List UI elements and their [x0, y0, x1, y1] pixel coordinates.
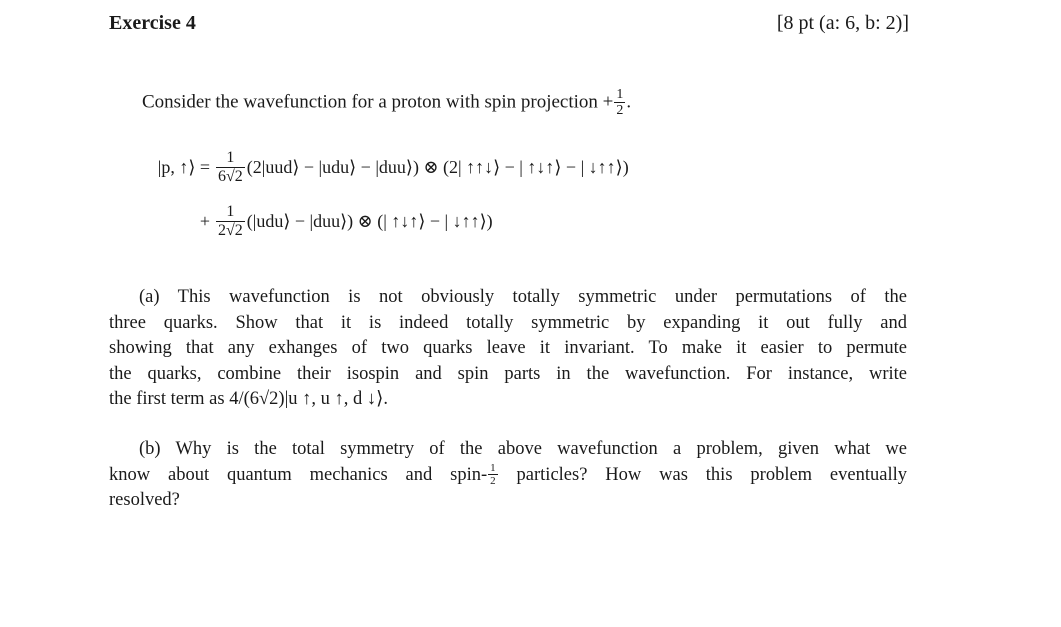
- part-a-line: showing that any exhanges of two quarks leave it invariant. To make it easier to permute: [109, 338, 907, 358]
- part-b-line: [109, 463, 907, 489]
- equation-line-1: [130, 150, 629, 186]
- part-b-line2-pre: know about quantum mechanics and spin-: [109, 464, 488, 485]
- part-b-line: resolved?: [109, 490, 180, 510]
- equation-term2-numerator: 1: [226, 203, 235, 220]
- exercise-title: Exercise 4: [109, 12, 196, 34]
- equation-term2-denominator: 2√2: [218, 221, 243, 239]
- part-a-line: (a) This wavefunction is not obviously totally symmetric under permutations of the: [139, 287, 907, 307]
- part-b-fraction-numerator: 1: [490, 462, 496, 475]
- part-b-paragraph: [109, 437, 907, 514]
- part-a-line: three quarks. Show that it is indeed totally symmetric by expanding it out fully and: [109, 312, 907, 333]
- equation-term1-numerator: 1: [226, 149, 235, 166]
- equation-term2-body: (|udu⟩ − |duu⟩) ⊗ (| ↑↓↑⟩ − | ↓↑↑⟩): [246, 211, 493, 232]
- equation-term1-fraction: [216, 150, 245, 186]
- part-b-fraction-denominator: 2: [490, 475, 496, 488]
- part-a-line: the quarks, combine their isospin and spin parts in the wavefunction. For instance, write: [109, 363, 907, 384]
- part-a-paragraph: [109, 285, 907, 413]
- part-b-fraction: [488, 463, 498, 487]
- part-b-line2-post: particles? How was this problem eventually: [498, 464, 907, 485]
- equation-lhs: |p, ↑⟩ =: [157, 157, 210, 178]
- intro-fraction: [614, 88, 625, 118]
- intro-text: Consider the wavefunction for a proton with spin projection +: [142, 91, 614, 113]
- part-b-line: (b) Why is the total symmetry of the above wavefunction a problem, given what we: [139, 439, 907, 459]
- equation-plus-sign: +: [199, 211, 210, 232]
- intro-fraction-denominator: 2: [616, 103, 624, 118]
- points-label: [8 pt (a: 6, b: 2)]: [776, 12, 909, 34]
- equation-term1-body: (2|uud⟩ − |udu⟩ − |duu⟩) ⊗ (2| ↑↑↓⟩ − | ↑↓↑⟩ − | ↓↑↑⟩): [246, 157, 629, 178]
- part-a-line: the first term as 4/(6√2)|u ↑, u ↑, d ↓⟩.: [109, 389, 388, 409]
- equation-term2-fraction: [216, 204, 245, 240]
- intro-tail: .: [626, 91, 632, 113]
- equation-line-2: [130, 204, 493, 240]
- intro-sentence: [142, 88, 631, 118]
- equation-term1-denominator: 6√2: [218, 167, 243, 185]
- intro-fraction-numerator: 1: [616, 87, 624, 102]
